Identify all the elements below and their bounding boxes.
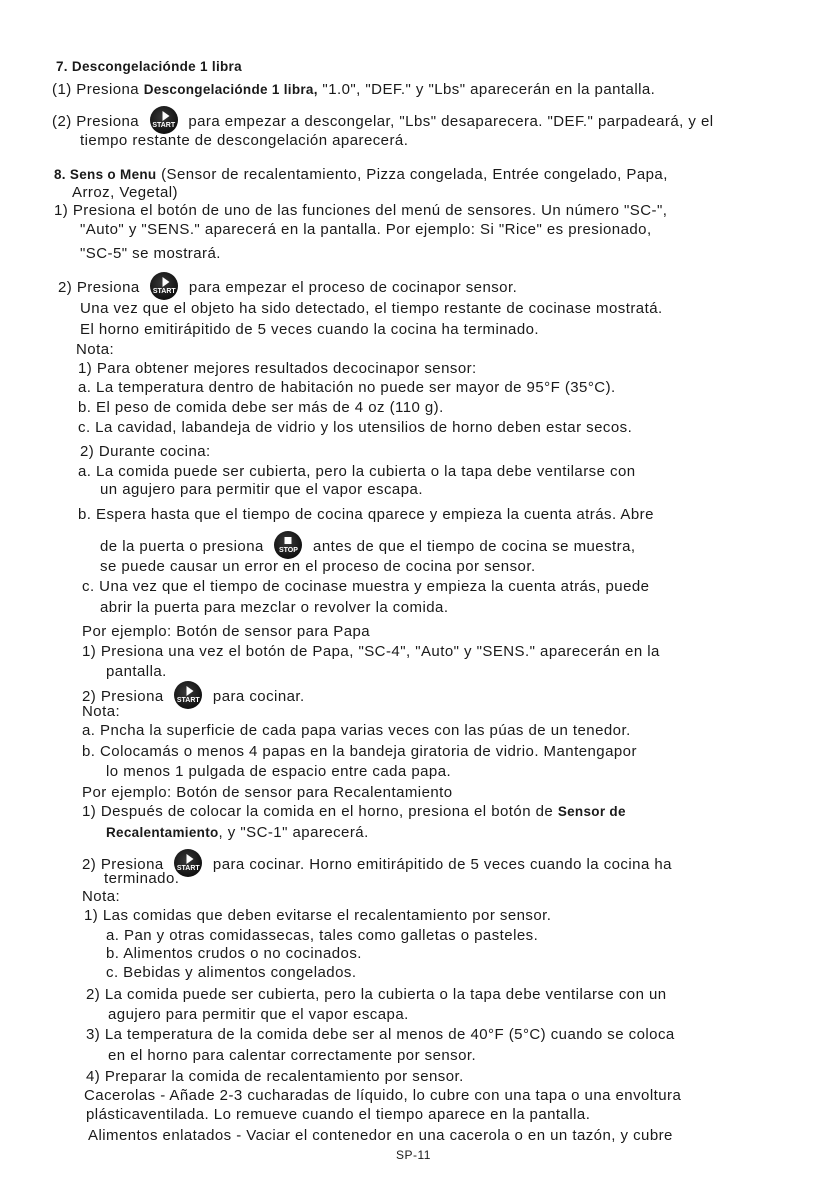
- text-span: a. Pan y otras comidassecas, tales como galletas o pasteles.: [106, 927, 539, 944]
- text-span: 2) Presiona: [58, 278, 145, 296]
- text-line: [82, 803, 626, 821]
- text-line: [78, 463, 636, 481]
- text-span: plásticaventilada. Lo remueve cuando el tiempo aparece en la pantalla.: [86, 1106, 591, 1123]
- text-span: 2) Durante cocina:: [80, 443, 211, 460]
- text-span: tiempo restante de descongelación aparecerá.: [80, 132, 409, 149]
- text-line: [100, 558, 536, 576]
- text-span: Arroz, Vegetal): [72, 184, 178, 201]
- text-line: [52, 81, 655, 99]
- stop-button-icon: [274, 531, 302, 559]
- text-line: [82, 743, 637, 761]
- text-line: [106, 945, 362, 963]
- text-line: [54, 202, 667, 220]
- text-line: [72, 184, 178, 202]
- icon-label: START: [176, 865, 200, 872]
- text-span: b. El peso de comida debe ser más de 4 oz (110 g).: [78, 399, 444, 416]
- text-line: [76, 341, 114, 359]
- text-span: "Auto" y "SENS." aparecerá en la pantalla. Por ejemplo: Si "Rice" es presionado,: [80, 221, 652, 238]
- text-line: [108, 1047, 476, 1065]
- text-line: [108, 1006, 409, 1024]
- text-line: [80, 321, 539, 339]
- text-span: El horno emitirápitido de 5 veces cuando la cocina ha terminado.: [80, 321, 540, 338]
- text-line: [86, 1106, 590, 1124]
- text-span: b. Espera hasta que el tiempo de cocina qparece y empieza la cuenta atrás. Abre: [78, 506, 654, 523]
- text-span: Nota:: [76, 341, 115, 358]
- bold-text: 8. Sens o Menu: [54, 167, 157, 182]
- section-heading: [56, 58, 242, 76]
- text-line: [78, 379, 616, 397]
- icon-label: START: [152, 288, 176, 295]
- icon-label: START: [176, 697, 200, 704]
- text-span: c. Bebidas y alimentos congelados.: [106, 964, 357, 981]
- text-line: [84, 1087, 681, 1105]
- text-span: terminado.: [104, 870, 180, 887]
- text-line: [100, 481, 423, 499]
- text-span: 1) Para obtener mejores resultados decocinapor sensor:: [78, 360, 477, 377]
- text-span: c. Una vez que el tiempo de cocinase muestra y empieza la cuenta atrás, puede: [82, 578, 650, 595]
- text-line: [100, 599, 448, 617]
- text-span: a. La temperatura dentro de habitación no puede ser mayor de 95°F (35°C).: [78, 379, 616, 396]
- text-span: c. La cavidad, labandeja de vidrio y los utensilios de horno deben estar secos.: [78, 419, 633, 436]
- text-span: (1) Presiona: [52, 81, 144, 98]
- text-line: [80, 221, 652, 239]
- text-span: a. Pncha la superficie de cada papa varias veces con las púas de un tenedor.: [82, 722, 631, 739]
- text-line: [82, 623, 370, 641]
- text-span: pantalla.: [106, 663, 167, 680]
- text-span: a. La comida puede ser cubierta, pero la cubierta o la tapa debe ventilarse con: [78, 463, 636, 480]
- text-span: 3) La temperatura de la comida debe ser al menos de 40°F (5°C) cuando se coloca: [86, 1026, 675, 1043]
- bold-text: Recalentamiento: [106, 825, 219, 840]
- bold-text: 7. Descongelaciónde 1 libra: [56, 59, 242, 74]
- text-span: (2) Presiona: [52, 112, 144, 130]
- bold-text: Descongelaciónde 1 libra,: [143, 82, 318, 97]
- text-span: agujero para permitir que el vapor escapa.: [108, 1006, 409, 1023]
- text-line: [80, 443, 211, 461]
- text-line: [86, 1026, 675, 1044]
- play-triangle-icon: [162, 111, 169, 121]
- text-span: para empezar a descongelar, "Lbs" desaparecera. "DEF." parpadeará, y el: [183, 112, 714, 130]
- text-line: [106, 763, 451, 781]
- icon-label: START: [152, 122, 176, 129]
- text-span: se puede causar un error en el proceso de cocina por sensor.: [100, 558, 536, 575]
- start-button-icon: [150, 272, 178, 300]
- text-span: Por ejemplo: Botón de sensor para Papa: [82, 623, 371, 640]
- text-span: para empezar el proceso de cocinapor sensor.: [184, 278, 518, 296]
- text-span: 4) Preparar la comida de recalentamiento por sensor.: [86, 1068, 464, 1085]
- text-span: (Sensor de recalentamiento, Pizza congelada, Entrée congelado, Papa,: [156, 166, 668, 183]
- bold-text: Sensor de: [557, 804, 626, 819]
- text-line: [82, 643, 660, 661]
- text-line: [86, 1068, 464, 1086]
- text-line: [84, 907, 551, 925]
- text-span: "SC-5" se mostrará.: [80, 245, 221, 262]
- text-line: [78, 360, 477, 378]
- text-span: 1) Presiona el botón de uno de las funciones del menú de sensores. Un número "SC-",: [54, 202, 668, 219]
- play-triangle-icon: [187, 686, 194, 696]
- text-line: [100, 533, 636, 561]
- text-span: para cocinar.: [208, 687, 305, 705]
- text-line: [82, 703, 120, 721]
- text-line: [80, 132, 408, 150]
- text-span: lo menos 1 pulgada de espacio entre cada papa.: [106, 763, 452, 780]
- text-span: Nota:: [82, 888, 121, 905]
- text-span: antes de que el tiempo de cocina se muestra,: [308, 537, 636, 555]
- text-line: [106, 964, 356, 982]
- start-button-icon: [174, 681, 202, 709]
- icon-label: STOP: [278, 547, 298, 554]
- text-span: Una vez que el objeto ha sido detectado, el tiempo restante de cocinase mostratá.: [80, 300, 663, 317]
- text-line: [78, 399, 444, 417]
- play-triangle-icon: [187, 854, 194, 864]
- text-line: [82, 578, 649, 596]
- text-span: un agujero para permitir que el vapor escapa.: [100, 481, 423, 498]
- play-triangle-icon: [163, 277, 170, 287]
- text-line: [58, 274, 517, 302]
- text-span: b. Alimentos crudos o no cocinados.: [106, 945, 362, 962]
- text-line: [82, 888, 120, 906]
- text-line: [104, 870, 179, 888]
- text-span: Alimentos enlatados - Vaciar el contenedor en una cacerola o en un tazón, y cubre: [88, 1127, 673, 1144]
- text-line: [106, 663, 167, 681]
- text-span: abrir la puerta para mezclar o revolver la comida.: [100, 599, 449, 616]
- text-line: [78, 506, 654, 524]
- start-button-icon: [150, 106, 178, 134]
- text-span: 1) Después de colocar la comida en el horno, presiona el botón de: [82, 803, 558, 820]
- text-span: 2) La comida puede ser cubierta, pero la cubierta o la tapa debe ventilarse con un: [86, 986, 667, 1003]
- text-span: "1.0", "DEF." y "Lbs" aparecerán en la pantalla.: [317, 81, 656, 98]
- text-span: Por ejemplo: Botón de sensor para Recalentamiento: [82, 784, 453, 801]
- text-span: de la puerta o presiona: [100, 537, 269, 555]
- text-line: [106, 824, 369, 842]
- text-span: b. Colocamás o menos 4 papas en la bandeja giratoria de vidrio. Mantengapor: [82, 743, 637, 760]
- text-span: 2) Presiona: [82, 687, 169, 705]
- text-span: 1) Presiona una vez el botón de Papa, "SC-4", "Auto" y "SENS." aparecerán en la: [82, 643, 660, 660]
- section-heading: [54, 166, 668, 184]
- text-line: [78, 419, 632, 437]
- text-span: 1) Las comidas que deben evitarse el recalentamiento por sensor.: [84, 907, 552, 924]
- text-line: [106, 927, 538, 945]
- text-line: [80, 300, 663, 318]
- page-number: SP-11: [396, 1148, 431, 1162]
- text-line: [82, 784, 453, 802]
- text-line: [80, 245, 221, 263]
- text-span: , y "SC-1" aparecerá.: [218, 824, 369, 841]
- text-line: [86, 986, 667, 1004]
- text-span: Cacerolas - Añade 2-3 cucharadas de líquido, lo cubre con una tapa o una envoltura: [84, 1087, 682, 1104]
- text-line: [82, 722, 631, 740]
- text-span: 2) Presiona: [82, 855, 169, 873]
- text-span: Nota:: [82, 703, 121, 720]
- stop-square-icon: [285, 537, 292, 544]
- text-span: en el horno para calentar correctamente por sensor.: [108, 1047, 477, 1064]
- text-line: [88, 1127, 673, 1145]
- text-span: para cocinar. Horno emitirápitido de 5 veces cuando la cocina ha: [208, 855, 672, 873]
